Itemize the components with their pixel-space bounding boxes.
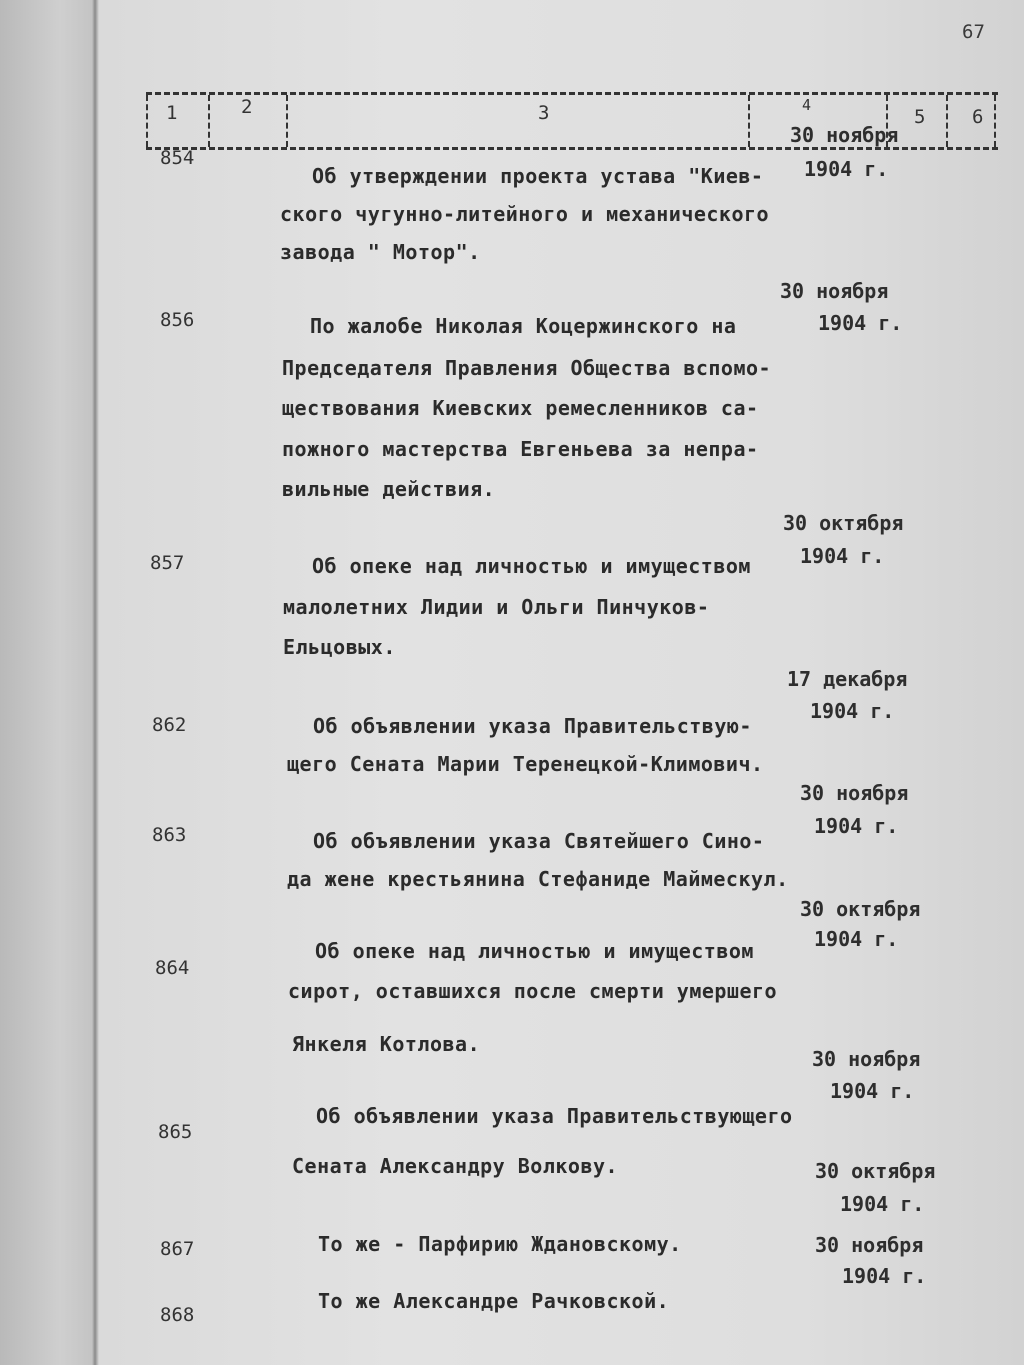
entry-date: 30 ноября [790,123,899,147]
entry-date: 30 октября [815,1159,936,1183]
entry-text-line: Об утверждении проекта устава "Киев- [312,164,764,188]
entry-text-line: Ельцовых. [283,635,396,659]
entry-year: 1904 г. [810,699,895,723]
entry-text-line: По жалобе Николая Коцержинского на [310,314,737,338]
entry-number: 856 [160,309,195,331]
entry-year: 1904 г. [804,157,889,181]
column-header-6: 6 [972,106,984,128]
entry-year: 1904 г. [842,1264,927,1288]
entry-text-line: сирот, оставшихся после смерти умершего [288,979,778,1003]
entry-text-line: малолетних Лидии и Ольги Пинчуков- [283,595,710,619]
entry-text-line: То же Александре Рачковской. [318,1289,670,1313]
column-header-4: 4 [802,96,812,114]
column-divider [208,95,210,147]
entry-text-line: щего Сената Марии Теренецкой-Климович. [287,752,764,776]
entry-number: 867 [160,1238,195,1260]
entry-number: 865 [158,1121,193,1143]
entry-year: 1904 г. [814,814,899,838]
entry-text-line: Об объявлении указа Правительствую- [313,714,752,738]
entry-text-line: пожного мастерства Евгеньева за непра- [282,437,759,461]
entry-text-line: То же - Парфирию Ждановскому. [318,1232,682,1256]
entry-date: 30 ноября [780,279,889,303]
entry-text-line: Об объявлении указа Правительствующего [316,1104,793,1128]
entry-text-line: да жене крестьянина Стефаниде Маймескул. [287,867,789,891]
column-divider [146,95,148,147]
entry-text-line: Председателя Правления Общества вспомо- [282,356,772,380]
entry-text-line: Сената Александру Волкову. [292,1154,619,1178]
entry-text-line: завода " Мотор". [280,240,481,264]
entry-text-line: ществования Киевских ремесленников са- [282,396,759,420]
column-header-1: 1 [166,102,178,124]
column-divider [286,95,288,147]
column-divider [748,95,750,147]
entry-text-line: Об объявлении указа Святейшего Сино- [313,829,765,853]
page-number: 67 [962,21,985,43]
entry-date: 30 октября [783,511,904,535]
column-header-3: 3 [538,102,550,124]
entry-number: 857 [150,552,185,574]
entry-number: 863 [152,824,187,846]
column-divider [994,95,996,147]
entry-year: 1904 г. [814,927,899,951]
entry-number: 868 [160,1304,195,1326]
entry-text-line: вильные действия. [282,477,496,501]
entry-number: 862 [152,714,187,736]
entry-year: 1904 г. [800,544,885,568]
entry-date: 30 ноября [800,781,909,805]
column-header-5: 5 [914,106,926,128]
entry-date: 30 октября [800,897,921,921]
entry-date: 17 декабря [787,667,908,691]
entry-text-line: Янкеля Котлова. [292,1032,481,1056]
entry-year: 1904 г. [830,1079,915,1103]
entry-text-line: Об опеке над личностью и имуществом [312,554,751,578]
entry-number: 864 [155,957,190,979]
column-header-2: 2 [241,96,253,118]
entry-year: 1904 г. [840,1192,925,1216]
entry-date: 30 ноября [815,1233,924,1257]
entry-text-line: Об опеке над личностью и имуществом [315,939,754,963]
entry-text-line: ского чугунно-литейного и механического [280,202,770,226]
column-divider [946,95,948,147]
entry-year: 1904 г. [818,311,903,335]
entry-number: 854 [160,147,195,169]
entry-date: 30 ноября [812,1047,921,1071]
